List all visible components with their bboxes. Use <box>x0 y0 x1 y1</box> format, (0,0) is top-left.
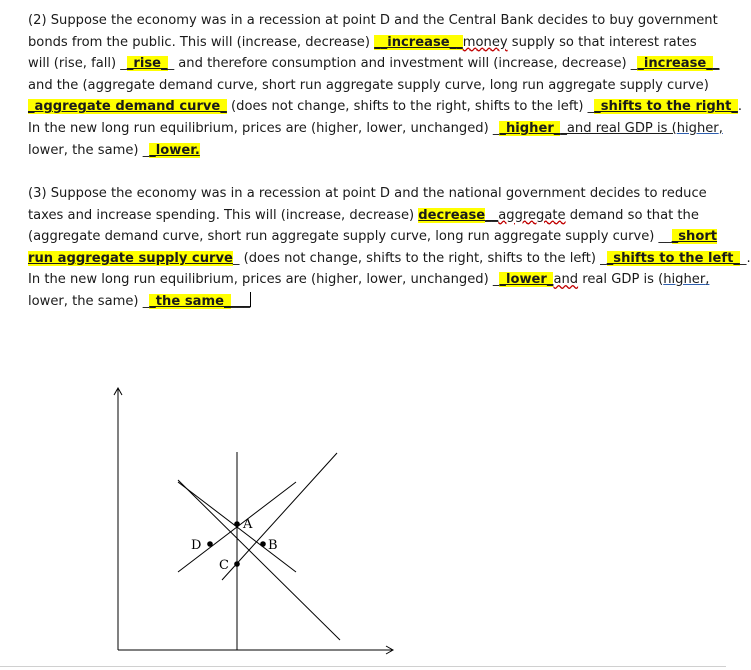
q3-text: __ <box>485 207 499 223</box>
q2-text: , <box>718 120 723 136</box>
q2-text: money <box>462 34 508 50</box>
q2-answer-shifts-right[interactable]: _shifts to the right_ <box>594 99 738 115</box>
q3-answer-short[interactable]: _short <box>671 229 718 245</box>
q3-text: (aggregate demand curve, short run aggregate supply curve, long run aggregate supply curve) __ <box>28 229 672 245</box>
q2-text: higher <box>676 120 719 136</box>
q2-text: In the new long run equilibrium, prices are (higher, lower, unchanged) _ <box>28 120 500 136</box>
point-d-label: D <box>191 538 202 553</box>
point-d-marker <box>207 541 213 547</box>
page-bottom-divider <box>0 666 726 667</box>
q2-text: will (rise, fall) _ <box>28 56 127 72</box>
q2-text: _ <box>712 56 720 72</box>
q3-answer-sras[interactable]: run aggregate supply curve <box>28 250 233 266</box>
q3-text: and <box>553 272 579 288</box>
ad-curve-right <box>178 480 340 640</box>
q2-answer-increase[interactable]: __increase__ <box>374 34 463 50</box>
q3-text: ___ <box>230 293 251 309</box>
q2-answer-aggregate-demand[interactable]: _aggregate demand curve_ <box>28 99 227 115</box>
q2-text: supply so that interest rates <box>507 34 697 50</box>
q3-answer-lower[interactable]: _lower_ <box>499 272 554 288</box>
q3-text: (3) Suppose the economy was in a recession at point D and the national government decides to reduce <box>28 186 707 201</box>
q3-text: higher <box>663 272 706 288</box>
q2-text: and the (aggregate demand curve, short run aggregate supply curve, long run aggregate supply curve) <box>28 77 709 93</box>
point-c-label: C <box>219 558 229 573</box>
q3-text: , <box>705 272 710 288</box>
q2-text: lower, the same) _ <box>28 142 150 158</box>
point-b-marker <box>260 541 266 547</box>
q2-text: bonds from the public. This will (increase, decrease) <box>28 34 375 50</box>
point-a-marker <box>234 521 240 527</box>
q3-text: lower, the same) _ <box>28 293 150 309</box>
q3-answer-the-same[interactable]: _the same_ <box>149 293 231 309</box>
q2-text: (2) Suppose the economy was in a recession at point D and the Central Bank decides to buy government <box>28 13 718 28</box>
q2-answer-lower[interactable]: _lower. <box>149 142 200 158</box>
point-c-marker <box>234 561 240 567</box>
q3-text: demand so that the <box>565 207 699 223</box>
q2-text: . <box>737 99 743 115</box>
q3-answer-shifts-left[interactable]: _shifts to the left_ <box>606 250 740 266</box>
q2-text: (does not change, shifts to the right, shifts to the left) _ <box>226 99 595 115</box>
q3-text: _. <box>739 250 751 266</box>
q3-answer-decrease[interactable]: decrease <box>418 207 486 223</box>
q2-answer-rise[interactable]: _rise_ <box>126 56 168 72</box>
q3-text: taxes and increase spending. This will (increase, decrease) <box>28 207 419 223</box>
q2-text: _and real GDP is ( <box>560 120 677 136</box>
sras-curve-right <box>222 453 337 580</box>
q3-text: real GDP is ( <box>578 272 664 288</box>
q2-answer-higher[interactable]: _higher_ <box>499 120 561 136</box>
point-a-label: A <box>243 517 253 532</box>
q3-text: _ (does not change, shifts to the right, shifts to the left) _ <box>232 250 607 266</box>
point-b-label: B <box>268 538 278 553</box>
q2-answer-increase-2[interactable]: _increase_ <box>637 56 713 72</box>
q2-text: _ and therefore consumption and investment will (increase, decrease) _ <box>167 56 638 72</box>
q3-text: aggregate <box>498 207 566 223</box>
q3-text: In the new long run equilibrium, prices are (higher, lower, unchanged) _ <box>28 272 500 288</box>
